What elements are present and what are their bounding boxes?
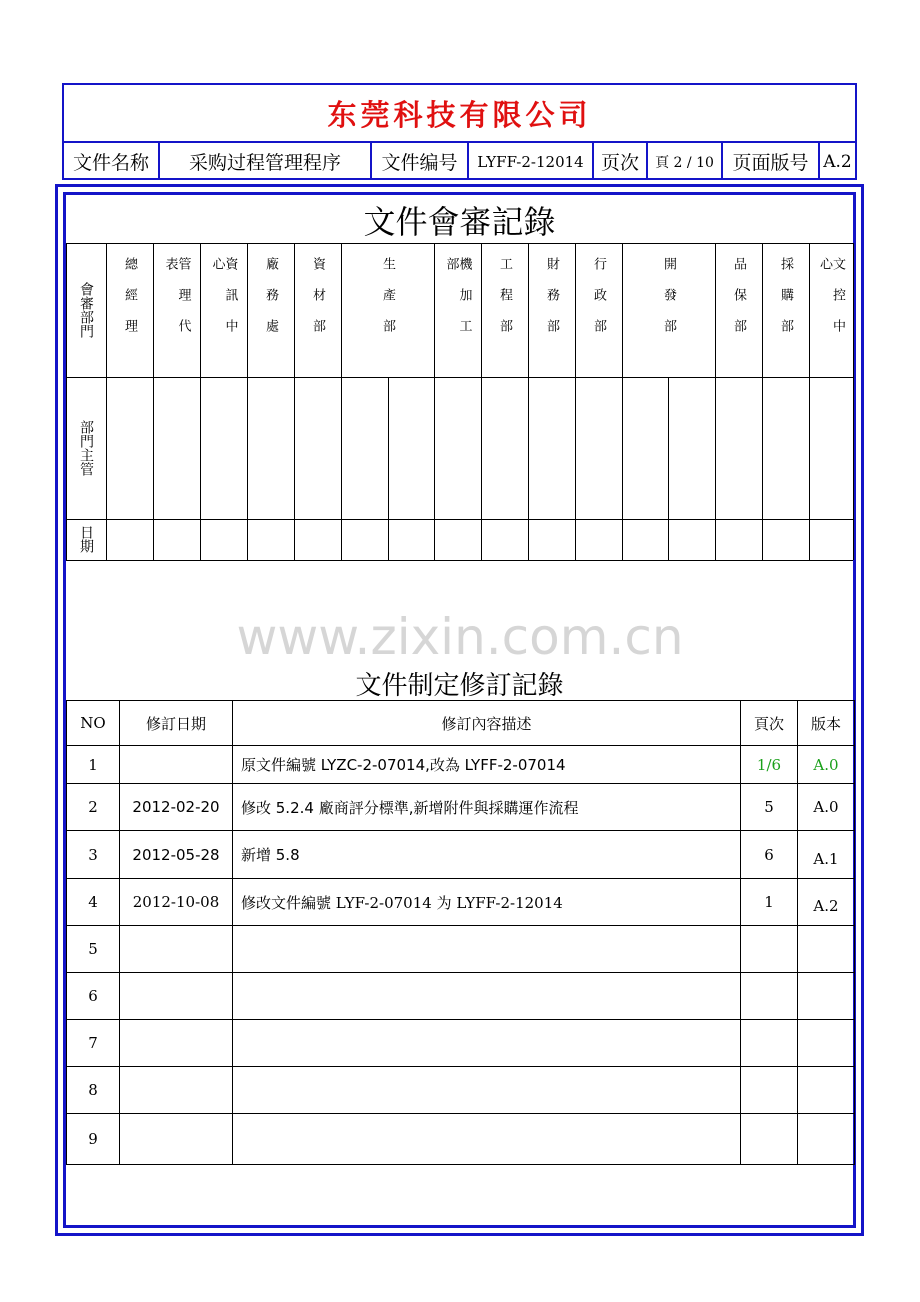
dept-name: 管理代表 <box>162 257 191 350</box>
revision-row <box>67 879 855 926</box>
revision-date-cell: 2012-10-08 <box>120 879 233 926</box>
revision-no-cell: 5 <box>67 926 120 973</box>
revision-row <box>67 973 855 1020</box>
revision-title: 文件制定修訂記錄 <box>355 670 564 701</box>
revision-row <box>67 784 855 831</box>
doc-no-label: 文件编号 <box>372 143 469 180</box>
revision-version-cell <box>798 1067 855 1114</box>
header-no: NO <box>67 701 120 746</box>
grid-vline <box>853 243 854 560</box>
revision-row <box>67 831 855 879</box>
revision-date-cell <box>120 746 233 784</box>
revision-date-cell: 2012-05-28 <box>120 831 233 879</box>
revision-page-cell <box>741 1020 798 1067</box>
revision-page-cell <box>741 973 798 1020</box>
dept-header <box>622 243 715 377</box>
dept-header <box>341 243 434 377</box>
review-grid <box>66 243 853 561</box>
revision-version-cell <box>798 1020 855 1067</box>
doc-no: LYFF-2-12014 <box>469 143 594 180</box>
revision-version-cell: A.1 <box>798 831 855 879</box>
review-title: 文件會審記錄 <box>363 203 556 241</box>
grid-vline <box>668 377 669 560</box>
revision-desc-cell: 原文件編號 LYZC-2-07014,改為 LYFF-2-07014 <box>233 746 741 784</box>
revision-date-cell <box>120 926 233 973</box>
revision-header-row <box>67 701 855 746</box>
revision-page-cell <box>741 926 798 973</box>
dept-header <box>715 243 762 377</box>
grid-vline <box>388 377 389 560</box>
header-date: 修訂日期 <box>120 701 233 746</box>
header-version: 版本 <box>798 701 855 746</box>
revision-row <box>67 926 855 973</box>
dept-header <box>575 243 622 377</box>
revision-version-cell: A.0 <box>798 746 855 784</box>
revision-no-cell: 3 <box>67 831 120 879</box>
dept-header <box>528 243 575 377</box>
revision-desc-cell: 修改 5.2.4 廠商評分標準,新增附件與採購運作流程 <box>233 784 741 831</box>
dept-header <box>153 243 200 377</box>
document-header <box>62 83 857 180</box>
revision-version-cell <box>798 1114 855 1165</box>
revision-date-cell <box>120 1067 233 1114</box>
document-info-row <box>64 143 855 180</box>
dept-header <box>434 243 481 377</box>
dept-name: 資材部 <box>310 257 325 350</box>
dept-name: 開發部 <box>661 257 676 350</box>
dept-name: 生產部 <box>380 257 395 350</box>
revision-version-cell: A.0 <box>798 784 855 831</box>
revision-no-cell: 9 <box>67 1114 120 1165</box>
revision-row <box>67 1020 855 1067</box>
dept-name: 文控中心 <box>817 257 845 350</box>
dept-header <box>106 243 153 377</box>
doc-name: 采购过程管理程序 <box>160 143 372 180</box>
revision-desc-cell <box>233 1067 741 1114</box>
revision-no-cell: 6 <box>67 973 120 1020</box>
revision-page-cell: 1 <box>741 879 798 926</box>
dept-header <box>481 243 528 377</box>
revision-row <box>67 1067 855 1114</box>
version-value: A.2 <box>823 151 852 172</box>
revision-page-cell <box>741 1114 798 1165</box>
review-dept-label: 會審部門 <box>78 282 94 338</box>
revision-no-cell: 8 <box>67 1067 120 1114</box>
revision-version-cell <box>798 973 855 1020</box>
revision-no-cell: 4 <box>67 879 120 926</box>
dept-header <box>809 243 853 377</box>
dept-header <box>247 243 294 377</box>
header-page: 頁次 <box>741 701 798 746</box>
header-desc: 修訂內容描述 <box>233 701 741 746</box>
revision-desc-cell <box>233 1020 741 1067</box>
revision-no-cell: 7 <box>67 1020 120 1067</box>
revision-page-cell <box>741 1067 798 1114</box>
grid-vline <box>66 243 67 560</box>
revision-desc-cell: 新增 5.8 <box>233 831 741 879</box>
dept-name: 廠務處 <box>263 257 278 350</box>
revision-desc-cell <box>233 926 741 973</box>
revision-desc-cell <box>233 1114 741 1165</box>
revision-table <box>66 700 855 1165</box>
doc-name-label: 文件名称 <box>64 143 160 180</box>
revision-page-cell: 1/6 <box>741 746 798 784</box>
company-name: 东莞科技有限公司 <box>64 85 855 143</box>
revision-row <box>67 1114 855 1165</box>
page-value: 頁 2 / 10 <box>648 143 723 180</box>
version-label: 页面版号 <box>723 143 820 180</box>
dept-header <box>294 243 341 377</box>
dept-header <box>762 243 809 377</box>
grid-hline <box>66 519 853 520</box>
revision-date-cell <box>120 973 233 1020</box>
revision-date-cell <box>120 1114 233 1165</box>
dept-name: 工程部 <box>497 257 512 350</box>
dept-name: 財務部 <box>544 257 559 350</box>
revision-version-cell: A.2 <box>798 879 855 926</box>
grid-hline <box>66 377 853 378</box>
revision-version-cell <box>798 926 855 973</box>
dept-name: 採購部 <box>778 257 793 350</box>
dept-name: 資訊中心 <box>209 257 238 350</box>
dept-name: 品保部 <box>731 257 746 350</box>
revision-date-cell: 2012-02-20 <box>120 784 233 831</box>
grid-hline <box>66 560 853 561</box>
revision-row <box>67 746 855 784</box>
revision-desc-cell: 修改文件編號 LYF-2-07014 为 LYFF-2-12014 <box>233 879 741 926</box>
revision-no-cell: 2 <box>67 784 120 831</box>
revision-date-cell <box>120 1020 233 1067</box>
date-label: 日期 <box>78 525 94 553</box>
dept-header <box>200 243 247 377</box>
revision-page-cell: 6 <box>741 831 798 879</box>
revision-desc-cell <box>233 973 741 1020</box>
dept-name: 總經理 <box>122 257 137 350</box>
dept-name: 行政部 <box>591 257 606 350</box>
revision-page-cell: 5 <box>741 784 798 831</box>
dept-name: 機加工部 <box>443 257 472 350</box>
watermark: www.zixin.com.cn <box>236 608 684 666</box>
supervisor-label: 部門主管 <box>78 420 94 476</box>
revision-no-cell: 1 <box>67 746 120 784</box>
page-label: 页次 <box>594 143 648 180</box>
